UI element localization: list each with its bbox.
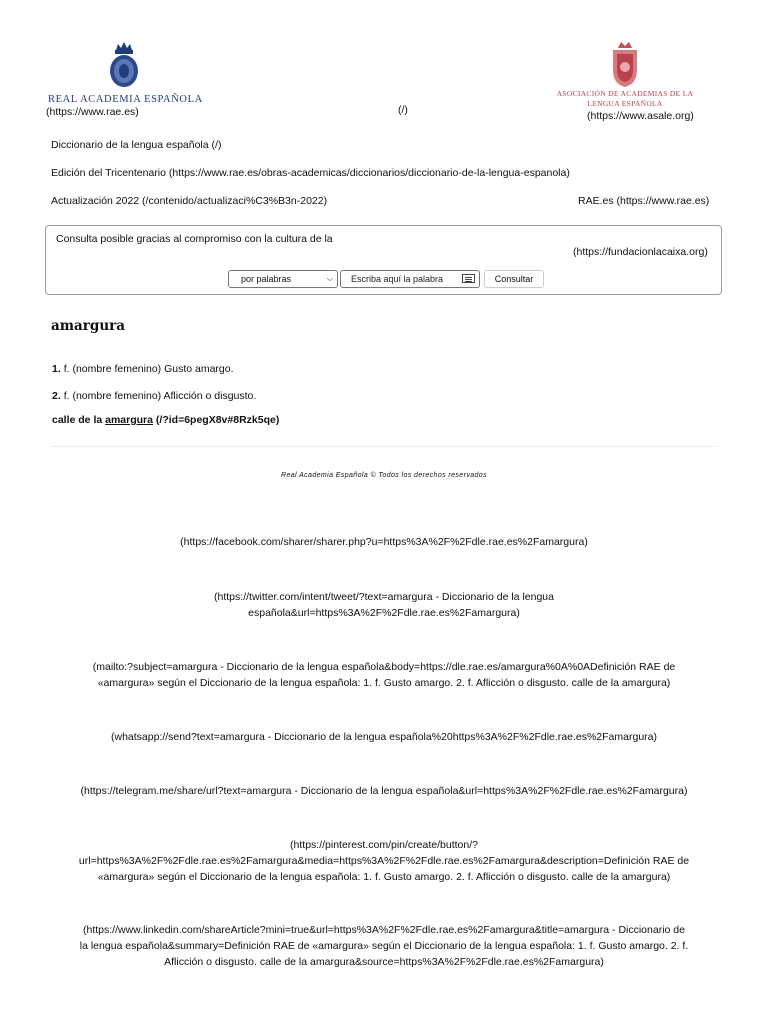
- dictionary-link[interactable]: Diccionario de la lengua española (/): [51, 139, 222, 151]
- update-link[interactable]: Actualización 2022 (/contenido/actualizaci%C3%B3n-2022): [51, 195, 328, 207]
- search-mode-select[interactable]: [228, 270, 338, 288]
- copyright: Real Academia Española © Todos los derechos reservados: [280, 472, 487, 479]
- edition-link[interactable]: Edición del Tricentenario (https://www.rae.es/obras-academicas/diccionarios/diccionario-de-la-lengua-espanola): [51, 167, 570, 179]
- rae-logo-text: REAL ACADEMIA ESPAÑOLA: [48, 94, 203, 105]
- sense-abbr[interactable]: f.: [63, 390, 70, 402]
- phrase: [52, 414, 279, 426]
- share-line: la lengua española&summary=Definición RAE de «amargura» según el Diccionario de la lengua española: 1. f. Gusto amargo. 2. f.: [79, 940, 689, 952]
- sense-2: [52, 390, 256, 402]
- chevron-down-icon: ⌵: [326, 274, 333, 283]
- asale-logo-line2: LENGUA ESPAÑOLA: [587, 99, 663, 108]
- headword: amargura: [51, 318, 126, 334]
- sense-number: 2.: [52, 390, 61, 402]
- phrase-link[interactable]: (/?id=6pegX8v#8Rzk5qe): [155, 414, 280, 426]
- asale-logo-text: [550, 89, 700, 109]
- share-telegram-link[interactable]: [40, 783, 728, 799]
- share-line: (https://telegram.me/share/url?text=amargura - Diccionario de la lengua española&url=https%3A%2F%2Fdle.rae.es%2Famargura): [80, 785, 688, 797]
- sponsor-link[interactable]: (https://fundacionlacaixa.org): [573, 246, 708, 258]
- sense-text: (nombre femenino) Gusto amargo.: [72, 363, 234, 375]
- search-input[interactable]: [340, 270, 480, 288]
- sponsor-text: Consulta posible gracias al compromiso con la cultura de la: [56, 233, 333, 245]
- sense-1: [52, 363, 234, 375]
- share-linkedin-link[interactable]: [40, 922, 728, 970]
- asale-link[interactable]: (https://www.asale.org): [587, 110, 694, 122]
- asale-logo[interactable]: [550, 40, 700, 110]
- rae-logo[interactable]: [48, 40, 208, 110]
- share-pinterest-link[interactable]: [40, 837, 728, 885]
- rae-link[interactable]: (https://www.rae.es): [46, 106, 139, 118]
- share-line: (mailto:?subject=amargura - Diccionario de la lengua española&body=https://dle.rae.es/amargura%0A%0ADefinición RAE de: [92, 661, 676, 673]
- rae-es-link[interactable]: RAE.es (https://www.rae.es): [578, 195, 710, 207]
- phrase-word-link[interactable]: amargura: [105, 414, 153, 426]
- asale-logo-line1: ASOCIACIÓN DE ACADEMIAS DE LA: [556, 89, 694, 98]
- share-line: (https://pinterest.com/pin/create/button/?: [290, 839, 478, 851]
- share-line: url=https%3A%2F%2Fdle.rae.es%2Famargura&media=https%3A%2F%2Fdle.rae.es%2Famargura&description=Definición RAE de: [78, 855, 690, 867]
- phrase-prefix: calle de la: [52, 414, 103, 426]
- search-input-placeholder: Escriba aquí la palabra: [351, 274, 444, 284]
- asale-crest-icon: [603, 40, 647, 88]
- share-line: (https://facebook.com/sharer/sharer.php?u=https%3A%2F%2Fdle.rae.es%2Famargura): [180, 536, 588, 548]
- share-facebook-link[interactable]: [40, 534, 728, 550]
- share-whatsapp-link[interactable]: [40, 729, 728, 745]
- keyboard-icon[interactable]: [462, 274, 475, 283]
- divider: [50, 446, 718, 447]
- share-line: «amargura» según el Diccionario de la lengua española: 1. f. Gusto amargo. 2. f. Aflicción o disgusto. calle de la amargura): [97, 871, 671, 883]
- home-link[interactable]: (/): [398, 104, 408, 116]
- share-twitter-link[interactable]: [40, 589, 728, 621]
- share-line: «amargura» según el Diccionario de la lengua española: 1. f. Gusto amargo. 2. f. Aflicción o disgusto. calle de la amargura): [97, 677, 671, 689]
- search-button[interactable]: Consultar: [484, 270, 544, 288]
- sense-abbr[interactable]: f.: [63, 363, 70, 375]
- share-line: (https://www.linkedin.com/shareArticle?mini=true&url=https%3A%2F%2Fdle.rae.es%2Famargura&title=amargura - Diccionario de: [83, 924, 685, 936]
- share-line: (https://twitter.com/intent/tweet/?text=amargura - Diccionario de la lengua: [214, 591, 554, 603]
- share-mail-link[interactable]: [40, 659, 728, 691]
- rae-crest-icon: [104, 40, 144, 90]
- share-line: Aflicción o disgusto. calle de la amargura&source=https%3A%2F%2Fdle.rae.es%2Famargura): [164, 956, 604, 968]
- sense-text: (nombre femenino) Aflicción o disgusto.: [72, 390, 257, 402]
- share-line: española&url=https%3A%2F%2Fdle.rae.es%2Famargura): [248, 607, 520, 619]
- sense-number: 1.: [52, 363, 61, 375]
- search-mode-value: por palabras: [241, 274, 292, 284]
- share-line: (whatsapp://send?text=amargura - Diccionario de la lengua española%20https%3A%2F%2Fdle.rae.es%2Famargura): [110, 731, 657, 743]
